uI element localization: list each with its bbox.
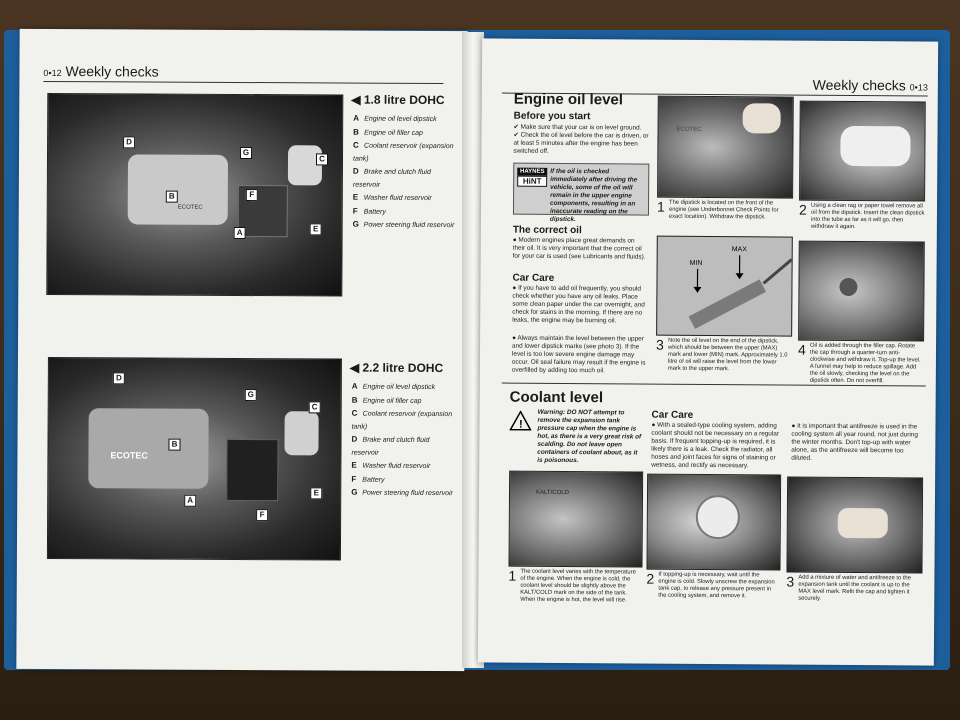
legend-item: A Engine oil level dipstick <box>351 381 436 392</box>
hand <box>838 508 888 538</box>
engine-1-title: ◀ 1.8 litre DOHC <box>351 92 445 108</box>
engine-cover <box>128 154 228 225</box>
oil-photo-1 <box>657 96 794 199</box>
coolant-section-title: Coolant level <box>509 388 604 407</box>
coolant-tank <box>284 411 318 455</box>
right-page-header <box>813 77 928 94</box>
kalt-cold-label: KALT/COLD <box>535 489 569 497</box>
haynes-hint-box <box>513 163 649 224</box>
dipstick-drawing <box>657 237 792 336</box>
oil-photo-4 <box>798 241 925 342</box>
marker-a: A <box>184 495 196 507</box>
coolant-car-care-text-2: ● It is important that antifreeze is used in the cooling system all year round, not just during the winter months. Don't top-up with water alone, as the antifreeze will become too diluted. <box>791 422 918 462</box>
filler-neck <box>839 278 857 296</box>
haynes-hint-badge: HAYNES HiNT <box>517 168 547 187</box>
left-page <box>16 29 467 671</box>
marker-b: B <box>166 191 178 203</box>
oil-caption-4: 4 Oil is added through the filler cap. Rotate the cap through a quarter-turn anti-clockwise and withdraw it. Top-up the level. A funnel may help to reduce spillage. Add the oil slowly, checking the level on the dipstick often. Do not overfill. <box>797 341 921 385</box>
oil-caption-2: 2 Using a clean rag or paper towel remove all oil from the dipstick. Insert the clean dipstick into the tube as far as it will go, then withdraw it again. <box>798 201 925 231</box>
engine-2-title: ◀ 2.2 litre DOHC <box>349 360 444 376</box>
min-label: MIN <box>689 259 703 267</box>
coolant-caption-2: 2 If topping-up is necessary, wait until the engine is cold. Slowly unscrew the expansion tank cap, to release any pressure present in the cooling system, and remove it. <box>646 570 775 600</box>
ecotec-logo: ECOTEC <box>110 450 148 461</box>
oil-caption-3: 3 Note the oil level on the end of the dipstick, which should be between the upper (MAX) mark and lower (MIN) mark. Approximately 1.0 litre of oil will raise the level from the lower mark to the upper mark. <box>655 336 788 373</box>
oil-car-care-text-2: ● Always maintain the level between the upper and lower dipstick marks (see photo 3). If the level is too low severe engine damage may occur. Oil seal failure may result if the engine is overfilled by adding too much oil. <box>511 334 646 375</box>
oil-car-care-text-1: ● If you have to add oil frequently, you should check whether you have any oil leaks. Place some clean paper under the car overnight, and check for stains in the morning. If there are no leaks, the engine may be burning oil. <box>512 284 645 325</box>
marker-c: C <box>309 401 321 413</box>
right-page <box>478 38 938 665</box>
marker-b: B <box>168 439 180 451</box>
left-header-rule <box>43 81 443 84</box>
coolant-car-care-text-1: ● With a sealed-type cooling system, adding coolant should not be necessary on a regular basis. If frequent topping-up is required, it is likely there is a leak. Check the radiator, all hoses and joint faces for signs of staining or wetness, and rectify as necessary. <box>651 421 780 470</box>
marker-a: A <box>234 227 246 239</box>
coolant-caption-1: 1 The coolant level varies with the temperature of the engine. When the engine is cold, the coolant level should be slightly above the KALT/COLD mark on the side of the tank. When the engine is hot, the level will rise. <box>508 567 636 604</box>
coolant-photo-3 <box>786 477 923 574</box>
engine-2-legend <box>351 381 458 501</box>
coolant-caption-3: 3 Add a mixture of water and antifreeze to the expansion tank until the coolant is up to the MAX level mark. Refit the cap and tighten it securely. <box>786 573 911 602</box>
engine-photo-2 <box>47 357 342 561</box>
rag <box>840 126 910 166</box>
engine-photo-1 <box>46 93 343 297</box>
oil-car-care-title: Car Care <box>512 272 555 284</box>
oil-section-title: Engine oil level <box>513 90 624 109</box>
marker-f: F <box>256 509 268 521</box>
left-page-header <box>43 63 158 80</box>
expansion-cap <box>696 495 740 539</box>
battery <box>226 439 278 501</box>
before-item: ✔ Make sure that your car is on level ground. <box>513 123 642 132</box>
legend-item: F Battery <box>351 474 385 484</box>
oil-photo-2 <box>799 101 926 202</box>
engine-cover <box>88 408 208 489</box>
legend-item: D Brake and clutch fluid reservoir <box>351 434 430 457</box>
max-arrowhead <box>736 273 744 279</box>
marker-d: D <box>123 136 135 148</box>
right-page-title: Weekly checks <box>812 76 906 94</box>
svg-text:!: ! <box>518 418 523 431</box>
marker-d: D <box>113 372 125 384</box>
legend-item: F Battery <box>352 206 386 216</box>
coolant-photo-2 <box>646 474 781 571</box>
dipstick-photo <box>656 236 793 337</box>
legend-item: E Washer fluid reservoir <box>352 192 432 202</box>
warning-icon <box>509 411 531 431</box>
ecotec-logo: ECOTEC <box>177 204 203 211</box>
hint-text: If the oil is checked immediately after driving the vehicle, some of the oil will remain in the upper engine components, resulting in an inaccurate reading on the dipstick. <box>549 167 638 224</box>
legend-item: B Engine oil filler cap <box>351 395 422 405</box>
ecotec-logo: ECOTEC <box>676 126 702 133</box>
before-you-start-title: Before you start <box>513 110 591 123</box>
left-page-title: Weekly checks <box>65 63 159 80</box>
max-label: MAX <box>731 246 747 254</box>
marker-e: E <box>310 487 322 499</box>
dipstick-shaft <box>763 259 791 283</box>
legend-item: E Washer fluid reservoir <box>351 460 431 470</box>
legend-item: G Power steering fluid reservoir <box>351 487 453 498</box>
legend-item: D Brake and clutch fluid reservoir <box>352 166 431 189</box>
min-arrowhead <box>693 287 701 293</box>
hand <box>743 103 781 133</box>
coolant-warning: Warning: DO NOT attempt to remove the expansion tank pressure cap when the engine is hot, as there is a very great risk of scalding. Do not leave open containers of coolant about, as it is poisonous. <box>537 408 642 465</box>
legend-item: C Coolant reservoir (expansion tank) <box>351 408 453 431</box>
marker-f: F <box>246 189 258 201</box>
legend-item: A Engine oil level dipstick <box>353 113 437 124</box>
marker-g: G <box>245 389 257 401</box>
legend-item: C Coolant reservoir (expansion tank) <box>352 140 454 163</box>
oil-caption-1: 1 The dipstick is located on the front of the engine (see Underbonnet Check Points for exact location). Withdraw the dipstick. <box>656 198 779 221</box>
left-page-number: 0•12 <box>43 67 62 79</box>
legend-item: G Power steering fluid reservoir <box>352 219 455 230</box>
engine-1-legend <box>353 113 460 233</box>
legend-item: B Engine oil filler cap <box>353 127 423 137</box>
right-page-number: 0•13 <box>909 82 928 93</box>
correct-oil-title: The correct oil <box>512 224 582 237</box>
dipstick-blade <box>689 279 766 328</box>
marker-c: C <box>316 153 328 165</box>
before-you-start-list <box>513 124 649 157</box>
coolant-photo-1 <box>508 471 643 568</box>
before-item: ✔ Check the oil level before the car is driven, or at least 5 minutes after the engine has been switched off. <box>513 131 649 155</box>
marker-g: G <box>240 147 252 159</box>
coolant-car-care-title: Car Care <box>651 409 694 421</box>
marker-e: E <box>310 223 322 235</box>
correct-oil-text: ● Modern engines place great demands on their oil. It is very important that the correct oil for your car is used (see Lubricants and fluids). <box>512 236 646 261</box>
